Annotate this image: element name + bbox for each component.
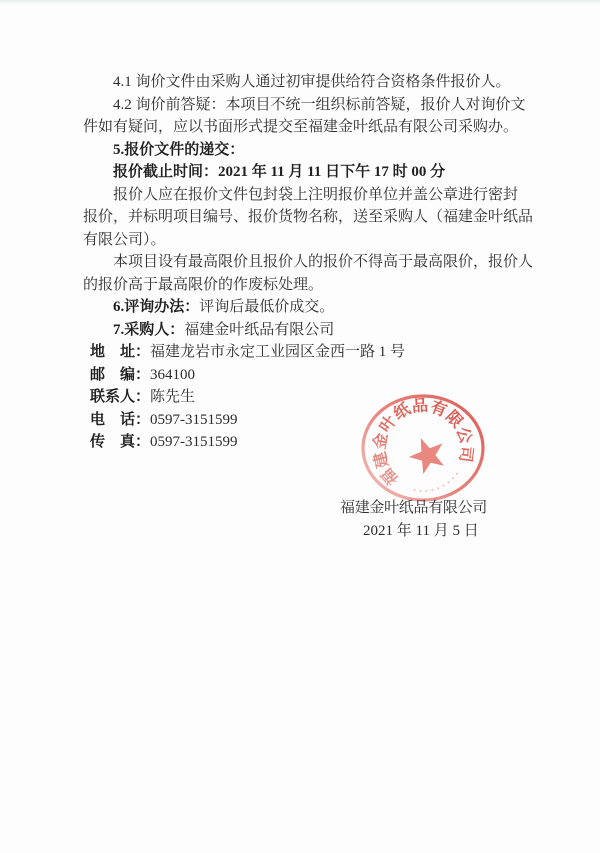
text-line xyxy=(83,184,553,207)
text-line xyxy=(83,274,553,297)
text-line xyxy=(83,319,553,342)
text-line xyxy=(83,71,553,94)
text-run-bold: 电 话： xyxy=(90,411,151,428)
text-run: 的报价高于最高限价的作废标处理。 xyxy=(83,276,324,293)
text-run: 4.2 询价前答疑：本项目不统一组织标前答疑，报价人对询价文 xyxy=(113,96,526,113)
text-run: 4.1 询价文件由采购人通过初审提供给符合资格条件报价人。 xyxy=(113,74,511,90)
seal-star-icon xyxy=(404,431,450,476)
text-run: 件如有疑问，应以书面形式提交至福建金叶纸品有限公司采购办。 xyxy=(83,119,519,135)
text-run: 评询后最低价成交。 xyxy=(199,299,335,315)
text-run-bold: 6.评询办法： xyxy=(113,299,200,315)
text-line xyxy=(83,229,553,252)
text-run: 报价，并标明项目编号、报价货物名称，送至采购人（福建金叶纸品 xyxy=(83,209,534,225)
text-run-bold: 5.报价文件的递交： xyxy=(113,141,245,158)
text-line xyxy=(83,206,553,229)
text-run: 陈先生 xyxy=(150,389,196,405)
text-run-bold: 联系人： xyxy=(90,389,151,405)
text-run: 报价人应在报价文件包封袋上注明报价单位并盖公章进行密封 xyxy=(113,186,519,203)
text-line xyxy=(83,161,553,184)
text-line xyxy=(83,341,553,364)
text-run: 0597-3151599 xyxy=(150,434,238,450)
scan-edge xyxy=(0,0,600,4)
text-run-bold: 7.采购人： xyxy=(113,321,185,338)
seal-arc-text: 福建金叶纸品有限公司 xyxy=(371,397,475,488)
text-run: 364100 xyxy=(150,366,196,383)
text-run-bold: 传 真： xyxy=(90,434,151,450)
text-line xyxy=(83,296,553,319)
text-run: 福建金叶纸品有限公司 xyxy=(184,321,335,338)
text-run-bold: 地 址： xyxy=(90,344,151,360)
text-run: 福建龙岩市永定工业园区金西一路 1 号 xyxy=(150,344,406,360)
text-run-bold: 邮 编： xyxy=(90,366,151,383)
text-run: 本项目设有最高限价且报价人的报价不得高于最高限价，报价人 xyxy=(113,254,534,270)
text-line xyxy=(83,251,553,274)
signature-date: 2021 年 11 月 5 日 xyxy=(363,523,479,539)
text-line xyxy=(83,116,553,139)
text-line xyxy=(83,139,553,162)
text-run: 0597-3151599 xyxy=(150,411,238,428)
text-line xyxy=(83,94,553,117)
text-run: 有限公司）。 xyxy=(83,231,166,248)
signature-company-name: 福建金叶纸品有限公司 xyxy=(340,500,488,516)
text-run-bold: 报价截止时间：2021 年 11 月 11 日下午 17 时 00 分 xyxy=(113,164,446,180)
